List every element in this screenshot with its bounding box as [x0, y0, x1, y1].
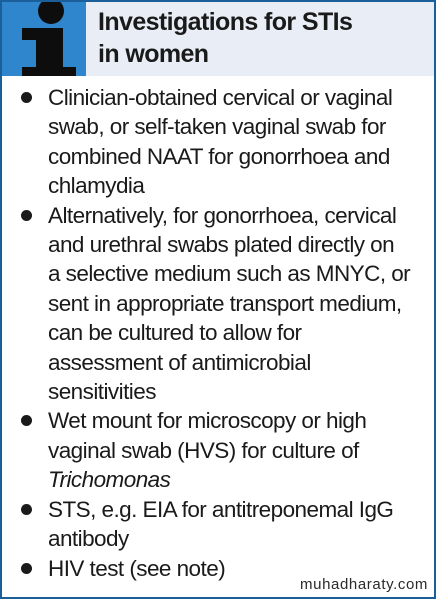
bullet-icon — [21, 92, 32, 103]
info-icon-block — [2, 2, 86, 76]
bullet-icon — [21, 563, 32, 574]
organism-name: Trichomonas — [48, 467, 171, 493]
item-line: Wet mount for microscopy or high — [48, 408, 367, 434]
item-line: sent in appropriate transport medium, — [48, 290, 402, 316]
box-title-line-1: Investigations for STIs — [98, 8, 353, 36]
item-line: chlamydia — [48, 173, 145, 199]
item-line: can be cultured to allow for — [48, 320, 302, 346]
bullet-icon — [21, 415, 32, 426]
item-line: Alternatively, for gonorrhoea, cervical — [48, 202, 397, 228]
bullet-icon — [21, 504, 32, 515]
item-line: vaginal swab (HVS) for culture of — [48, 437, 359, 463]
item-line: HIV test (see note) — [48, 555, 226, 581]
item-line: antibody — [48, 526, 129, 552]
investigation-list — [2, 83, 434, 583]
box-title-line-2: in women — [98, 40, 209, 68]
item-line: sensitivities — [48, 379, 156, 405]
watermark: muhadharaty.com — [300, 576, 428, 593]
item-line: Clinician-obtained cervical or vaginal — [48, 85, 393, 110]
info-icon — [2, 2, 86, 76]
list-item — [2, 406, 434, 494]
item-line: and urethral swabs plated directly on — [48, 232, 395, 258]
item-line: swab, or self-taken vaginal swab for — [48, 114, 386, 140]
list-item — [2, 495, 434, 554]
item-line: STS, e.g. EIA for antitreponemal IgG — [48, 496, 394, 522]
item-line: assessment of antimicrobial — [48, 349, 311, 375]
box-title — [98, 6, 428, 70]
item-line: combined NAAT for gonorrhoea and — [48, 143, 390, 169]
list-item — [2, 83, 434, 201]
info-box-header — [2, 2, 434, 76]
bullet-icon — [21, 210, 32, 221]
list-item — [2, 201, 434, 407]
item-line: a selective medium such as MNYC, or — [48, 261, 411, 287]
